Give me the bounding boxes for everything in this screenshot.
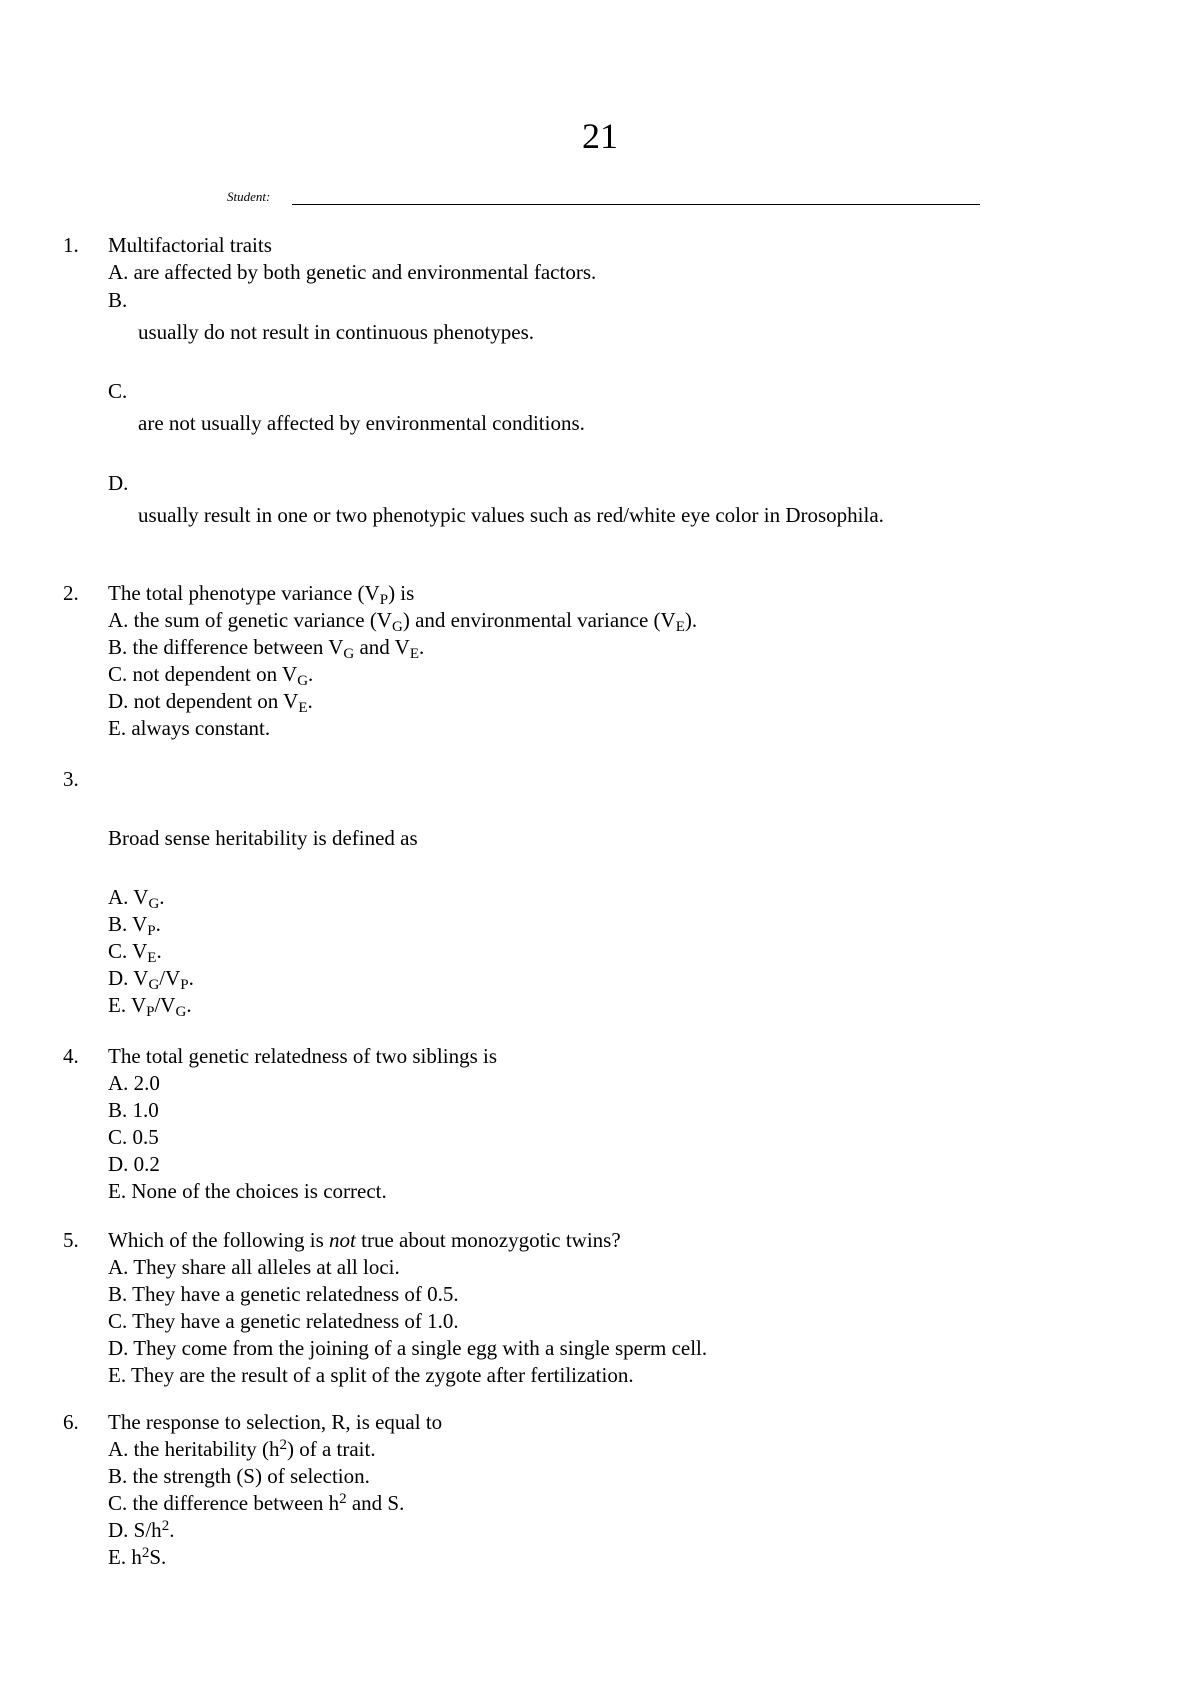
choice-c-text: are not usually affected by environmental conditions.	[138, 411, 585, 435]
choice-a: A. They share all alleles at all loci.	[108, 1255, 400, 1279]
choice-b: B. the difference between $V_G$ and $V_E$.	[108, 635, 425, 662]
question-stem: The total genetic relatedness of two siblings is	[108, 1044, 497, 1068]
choice-e: E. always constant.	[108, 716, 271, 740]
question-number: 6.	[63, 1410, 79, 1434]
choice-b: B. $V_P$.	[108, 912, 161, 939]
question-number: 1.	[63, 233, 79, 257]
question-number: 3.	[63, 767, 79, 791]
student-name-blank[interactable]	[292, 204, 980, 205]
question-stem: Multifactorial traits	[108, 233, 272, 257]
choice-b-text: usually do not result in continuous phenotypes.	[138, 320, 535, 344]
question-stem: The response to selection, R, is equal to	[108, 1410, 443, 1434]
choice-d: D. $V_G/V_P$.	[108, 966, 194, 993]
choice-c: C. 0.5	[108, 1125, 159, 1149]
choice-c-letter: C.	[108, 379, 128, 403]
choice-c: C. $V_E$.	[108, 939, 162, 966]
choice-a: A. $V_G$.	[108, 885, 165, 912]
choice-d: D. not dependent on $V_E$.	[108, 689, 313, 716]
choice-a: A. the heritability $(h^2)$ of a trait.	[108, 1437, 376, 1461]
choice-d-text: usually result in one or two phenotypic values such as red/white eye color in Drosophila.	[138, 503, 884, 527]
student-label: Student:	[227, 189, 271, 204]
choice-e: E. $V_P/V_G$.	[108, 993, 192, 1020]
choice-b: B. the strength (S) of selection.	[108, 1464, 370, 1488]
choice-a: A. are affected by both genetic and environmental factors.	[108, 260, 597, 284]
choice-e: E. $h^2S$.	[108, 1545, 167, 1569]
choice-d-letter: D.	[108, 471, 129, 495]
choice-e: E. None of the choices is correct.	[108, 1179, 387, 1203]
choice-c: C. They have a genetic relatedness of 1.0.	[108, 1309, 459, 1333]
choice-c: C. the difference between $h^2$ and S.	[108, 1491, 405, 1515]
choice-d: D. They come from the joining of a single egg with a single sperm cell.	[108, 1336, 708, 1360]
choice-b-letter: B.	[108, 288, 128, 312]
question-stem: The total phenotype variance $(V_P)$ is	[108, 581, 415, 608]
choice-a: A. 2.0	[108, 1071, 160, 1095]
question-number: 2.	[63, 581, 79, 605]
choice-a: A. the sum of genetic variance $(V_G)$ and environmental variance $(V_E)$.	[108, 608, 698, 635]
chapter-number: 21	[582, 116, 618, 156]
choice-e: E. They are the result of a split of the zygote after fertilization.	[108, 1363, 634, 1387]
choice-c: C. not dependent on $V_G$.	[108, 662, 314, 689]
question-stem: Broad sense heritability is defined as	[108, 826, 418, 850]
question-stem: Which of the following is not true about monozygotic twins?	[108, 1228, 621, 1252]
choice-d: D. $S/h^2$.	[108, 1518, 175, 1542]
question-number: 5.	[63, 1228, 79, 1252]
choice-d: D. 0.2	[108, 1152, 160, 1176]
choice-b: B. They have a genetic relatedness of 0.5.	[108, 1282, 459, 1306]
question-number: 4.	[63, 1044, 79, 1068]
choice-b: B. 1.0	[108, 1098, 159, 1122]
